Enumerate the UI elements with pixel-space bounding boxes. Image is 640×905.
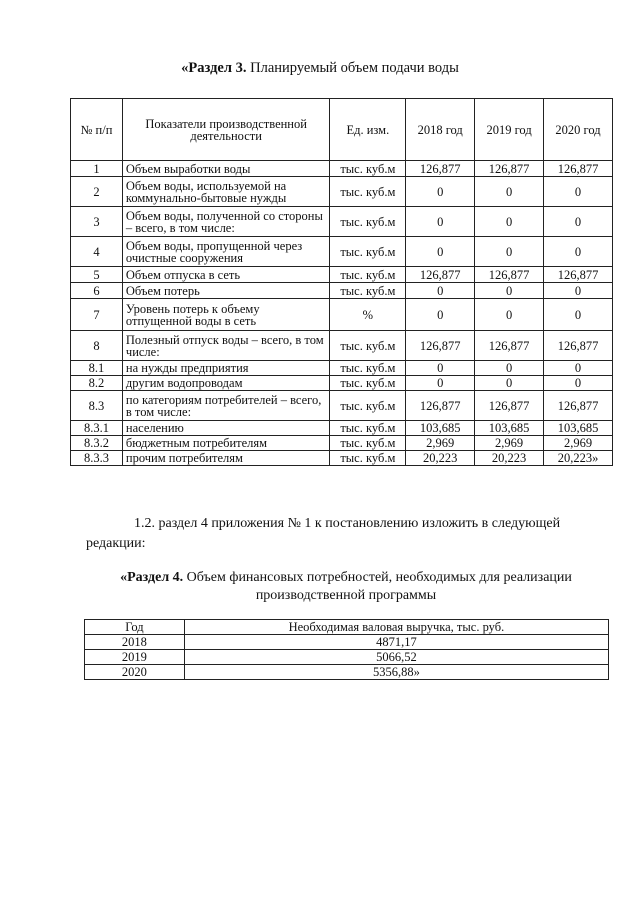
- cell: Полезный отпуск воды – всего, в том числе:: [122, 331, 330, 361]
- cell: тыс. куб.м: [330, 283, 406, 299]
- section3-title-text: Планируемый объем подачи воды: [246, 60, 459, 76]
- table-row: [85, 635, 609, 650]
- table-row: [71, 391, 613, 421]
- cell: Объем воды, используемой на коммунально-бытовые нужды: [122, 177, 330, 207]
- cell: 5: [71, 267, 123, 283]
- cell: 8.3.1: [71, 421, 123, 436]
- header-cell: Показатели производственной деятельности: [122, 99, 330, 161]
- cell: 0: [475, 237, 544, 267]
- table-row: [71, 267, 613, 283]
- cell: 7: [71, 299, 123, 331]
- cell: 126,877: [406, 267, 475, 283]
- cell: тыс. куб.м: [330, 237, 406, 267]
- table-row: [71, 436, 613, 451]
- cell: населению: [122, 421, 330, 436]
- cell: тыс. куб.м: [330, 436, 406, 451]
- cell: Уровень потерь к объему отпущенной воды в сеть: [122, 299, 330, 331]
- cell: 0: [406, 237, 475, 267]
- table-row: [71, 283, 613, 299]
- table-row: [85, 665, 609, 680]
- header-cell: 2020 год: [544, 99, 613, 161]
- cell: 6: [71, 283, 123, 299]
- cell: 0: [544, 237, 613, 267]
- table-row: [71, 207, 613, 237]
- cell: тыс. куб.м: [330, 207, 406, 237]
- cell: 0: [544, 207, 613, 237]
- cell: 8.3.3: [71, 451, 123, 466]
- header-cell: № п/п: [71, 99, 123, 161]
- cell: 8.1: [71, 361, 123, 376]
- cell: 5356,88»: [184, 665, 608, 680]
- cell: Объем потерь: [122, 283, 330, 299]
- cell: 126,877: [475, 161, 544, 177]
- cell: 126,877: [544, 161, 613, 177]
- cell: тыс. куб.м: [330, 391, 406, 421]
- cell: 126,877: [406, 391, 475, 421]
- cell: прочим потребителям: [122, 451, 330, 466]
- cell: %: [330, 299, 406, 331]
- table-row: [71, 299, 613, 331]
- water-supply-table: [70, 98, 613, 466]
- cell: 0: [475, 299, 544, 331]
- table-header-row: [85, 620, 609, 635]
- cell: 0: [475, 177, 544, 207]
- cell: 2: [71, 177, 123, 207]
- cell: 8: [71, 331, 123, 361]
- cell: 5066,52: [184, 650, 608, 665]
- cell: 103,685: [475, 421, 544, 436]
- cell: тыс. куб.м: [330, 361, 406, 376]
- cell: 20,223: [406, 451, 475, 466]
- cell: 0: [406, 177, 475, 207]
- table-row: [71, 177, 613, 207]
- cell: 126,877: [406, 161, 475, 177]
- cell: 1: [71, 161, 123, 177]
- table-row: [71, 361, 613, 376]
- cell: 0: [544, 376, 613, 391]
- table-row: [71, 421, 613, 436]
- section3-title: [0, 60, 640, 77]
- cell: 20,223»: [544, 451, 613, 466]
- cell: 103,685: [544, 421, 613, 436]
- table-row: [85, 650, 609, 665]
- cell: Объем отпуска в сеть: [122, 267, 330, 283]
- section4-title: [86, 569, 606, 605]
- cell: 0: [544, 361, 613, 376]
- cell: 126,877: [544, 391, 613, 421]
- cell: по категориям потребителей – всего, в том числе:: [122, 391, 330, 421]
- cell: Объем воды, пропущенной через очистные сооружения: [122, 237, 330, 267]
- table-row: [71, 451, 613, 466]
- cell: 3: [71, 207, 123, 237]
- header-cell: 2019 год: [475, 99, 544, 161]
- cell: тыс. куб.м: [330, 177, 406, 207]
- cell: 2019: [85, 650, 185, 665]
- cell: Объем выработки воды: [122, 161, 330, 177]
- cell: тыс. куб.м: [330, 331, 406, 361]
- cell: тыс. куб.м: [330, 267, 406, 283]
- cell: 0: [544, 299, 613, 331]
- cell: 0: [406, 207, 475, 237]
- section4-title-text: Объем финансовых потребностей, необходимых для реализации производственной программы: [183, 570, 572, 603]
- cell: бюджетным потребителям: [122, 436, 330, 451]
- cell: 0: [406, 299, 475, 331]
- header-cell: Ед. изм.: [330, 99, 406, 161]
- cell: 0: [544, 177, 613, 207]
- cell: 103,685: [406, 421, 475, 436]
- cell: 0: [544, 283, 613, 299]
- cell: 0: [475, 207, 544, 237]
- cell: 126,877: [475, 267, 544, 283]
- table-row: [71, 161, 613, 177]
- cell: 20,223: [475, 451, 544, 466]
- cell: 0: [475, 283, 544, 299]
- table-row: [71, 376, 613, 391]
- table-header-row: [71, 99, 613, 161]
- cell: 0: [475, 376, 544, 391]
- cell: 2018: [85, 635, 185, 650]
- cell: 8.3: [71, 391, 123, 421]
- cell: 0: [406, 283, 475, 299]
- cell: 8.2: [71, 376, 123, 391]
- cell: 0: [475, 361, 544, 376]
- cell: 126,877: [475, 391, 544, 421]
- header-cell: Необходимая валовая выручка, тыс. руб.: [184, 620, 608, 635]
- cell: тыс. куб.м: [330, 421, 406, 436]
- table-row: [71, 331, 613, 361]
- cell: другим водопроводам: [122, 376, 330, 391]
- cell: 2,969: [475, 436, 544, 451]
- amendment-paragraph: 1.2. раздел 4 приложения № 1 к постановлению изложить в следующей редакции:: [86, 516, 561, 551]
- cell: тыс. куб.м: [330, 451, 406, 466]
- cell: 2,969: [544, 436, 613, 451]
- cell: 126,877: [406, 331, 475, 361]
- cell: Объем воды, полученной со стороны – всего, в том числе:: [122, 207, 330, 237]
- cell: 126,877: [475, 331, 544, 361]
- cell: 4871,17: [184, 635, 608, 650]
- cell: 2,969: [406, 436, 475, 451]
- cell: 4: [71, 237, 123, 267]
- cell: тыс. куб.м: [330, 376, 406, 391]
- cell: 0: [406, 361, 475, 376]
- table-row: [71, 237, 613, 267]
- header-cell: Год: [85, 620, 185, 635]
- cell: 126,877: [544, 267, 613, 283]
- section4-title-bold: «Раздел 4.: [120, 570, 184, 585]
- cell: 2020: [85, 665, 185, 680]
- cell: на нужды предприятия: [122, 361, 330, 376]
- financial-needs-table: [84, 619, 609, 680]
- cell: 8.3.2: [71, 436, 123, 451]
- cell: 126,877: [544, 331, 613, 361]
- section3-title-bold: «Раздел 3.: [181, 60, 247, 76]
- cell: тыс. куб.м: [330, 161, 406, 177]
- header-cell: 2018 год: [406, 99, 475, 161]
- cell: 0: [406, 376, 475, 391]
